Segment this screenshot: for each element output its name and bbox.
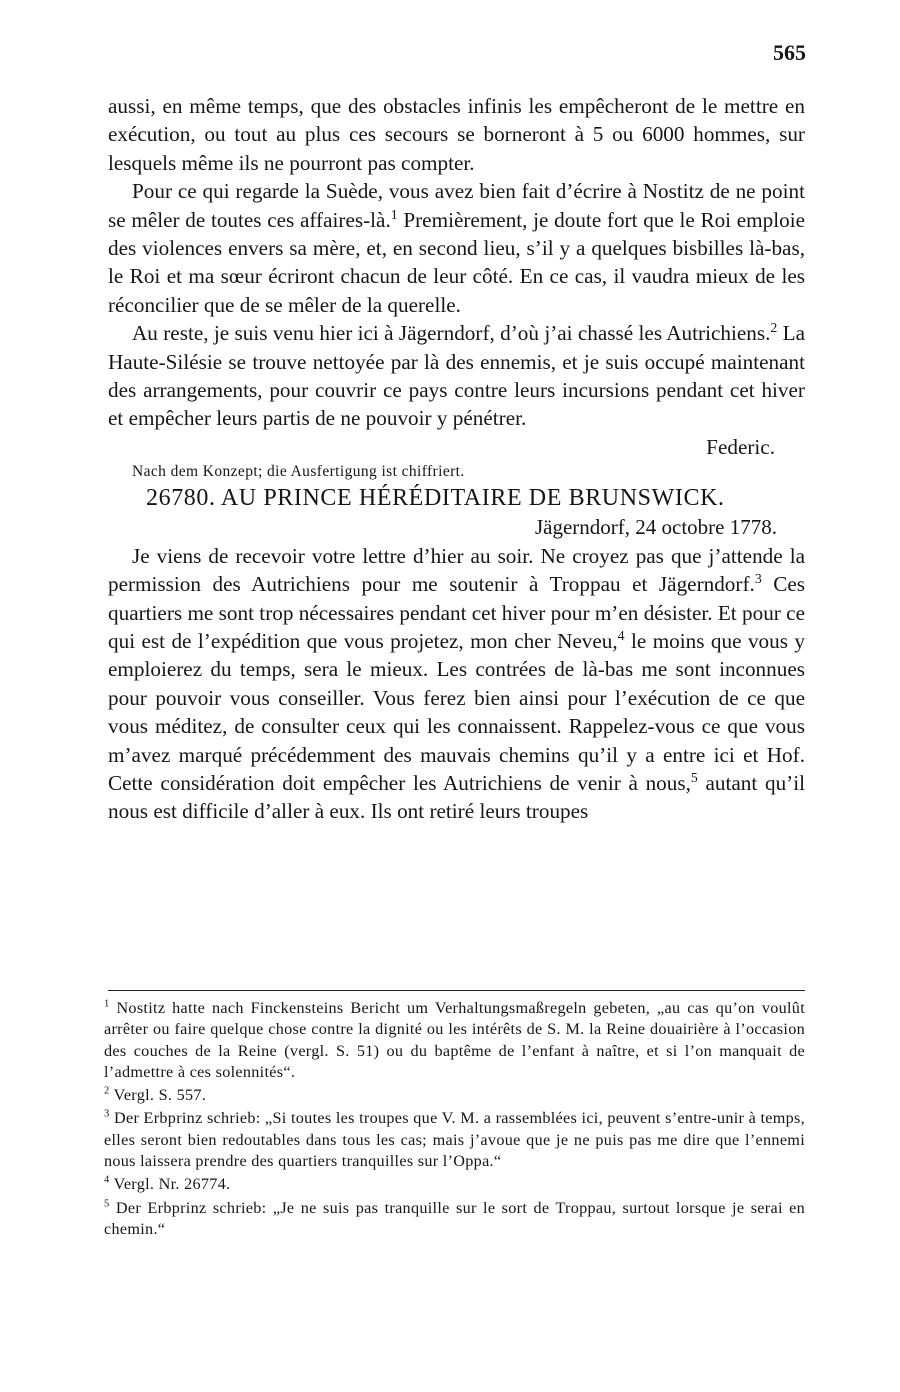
footnote-ref-1[interactable]: 1 — [390, 206, 398, 222]
paragraph-text: La Haute-Silésie se trouve nettoyée par là des ennemis, et je suis occupé maintenant des arrangements, pour couvrir ce pays contre leurs incursions pendant cet hiver et empêcher leurs partis de ne pouvoir y pénétrer. — [108, 321, 805, 431]
signature: Federic. — [706, 434, 775, 459]
letter-text: Ces quartiers me sont trop nécessaires pendant cet hiver pour m’en désister. Et pour ce qui est de l’expédition que vous projetez, mon cher Neveu, — [108, 572, 806, 653]
paragraph-text: Premièrement, je doute fort que le Roi emploie des violences envers sa mère, et, en second lieu, s’il y a quelques bisbilles là-bas, le Roi et ma sœur écriront chacun de leur côté. En ce cas, il vaudra mieux de les réconcilier que de se mêler de la querelle. — [108, 207, 805, 317]
footnote-number: 2 — [104, 1085, 110, 1097]
paragraph-jaegerndorf — [108, 319, 805, 433]
footnote-number: 1 — [104, 998, 110, 1010]
letter-text: Je viens de recevoir votre lettre d’hier au soir. Ne croyez pas que j’attende la permission des Autrichiens pour me soutenir à Troppau et Jägerndorf. — [108, 543, 805, 597]
footnote-2 — [104, 1085, 805, 1106]
footnote-text: Vergl. S. 557. — [113, 1086, 207, 1105]
footnote-number: 5 — [104, 1198, 110, 1210]
source-note: Nach dem Konzept; die Ausfertigung ist chiffriert. — [132, 463, 465, 481]
page-number: 565 — [773, 40, 806, 65]
footnote-text: Der Erbprinz schrieb: „Si toutes les troupes que V. M. a rassemblées ici, peuvent s’entre-unir à temps, elles seront bien redoutables dans tous les cas; mais j’avoue que je ne puis pas me dire que l’ennemi nous laissera prendre des quartiers tranquilles sur l’Oppa.“ — [104, 1109, 805, 1171]
footnote-5 — [104, 1198, 805, 1241]
footnote-text: Der Erbprinz schrieb: „Je ne suis pas tranquille sur le sort de Troppau, surtout lorsque je serai en chemin.“ — [104, 1198, 805, 1238]
footnote-text: Nostitz hatte nach Finckensteins Bericht um Verhaltungsmaßregeln gebeten, „au cas qu’on voulût arrêter ou faire quelque chose contre la dignité ou les intérêts de S. M. la Reine douairière à l’occasion des couches de la Reine (vergl. S. 51) ou du baptême de l’enfant à naître, et si l’on manquait de l’admettre à ces solennités“. — [104, 999, 805, 1081]
letter-text: autant qu’il nous est difficile d’aller à eux. Ils ont retiré leurs troupes — [108, 770, 805, 824]
paragraph-text: Au reste, je suis venu hier ici à Jägerndorf, d’où j’ai chassé les Autrichiens. — [132, 321, 771, 346]
footnote-ref-2[interactable]: 2 — [770, 320, 778, 336]
footnote-text: Vergl. Nr. 26774. — [113, 1175, 231, 1194]
footnotes — [104, 998, 805, 1242]
footnote-number: 4 — [104, 1174, 110, 1186]
main-text — [108, 92, 805, 826]
footnote-ref-5[interactable]: 5 — [690, 769, 698, 785]
paragraph-continuation: aussi, en même temps, que des obstacles infinis les empêcheront de le mettre en exécution, ou tout au plus ces secours se borneront à 5 ou 6000 hommes, sur lesquels même ils ne pourront pas compter. — [108, 94, 805, 175]
footnote-ref-4[interactable]: 4 — [617, 627, 625, 643]
footnote-separator — [108, 990, 805, 991]
paragraph-text: Pour ce qui regarde la Suède, vous avez bien fait d’écrire à Nostitz de ne point se mêler de toutes ces affaires-là. — [108, 179, 805, 232]
paragraph-sweden — [108, 177, 805, 319]
footnote-3 — [104, 1108, 805, 1172]
footnote-number: 3 — [104, 1109, 110, 1121]
letter-text: le moins que vous y emploierez du temps, sera le mieux. Les contrées de là-bas me sont inconnues pour pouvoir vous conseiller. Vous ferez bien ainsi pour l’exécution de ce que vous méditez, de consulter ceux qui les connaissent. Rappelez-vous ce que vous m’avez marqué précédemment des mauvais chemins qu’il y a entre ici et Hof. Cette considération doit empêcher les Autrichiens de venir à nous, — [108, 628, 805, 795]
footnote-1 — [104, 998, 805, 1083]
letter-heading: 26780. AU PRINCE HÉRÉDITAIRE DE BRUNSWICK. — [146, 485, 725, 512]
letter-dateline: Jägerndorf, 24 octobre 1778. — [534, 515, 777, 540]
footnote-ref-3[interactable]: 3 — [754, 571, 762, 587]
footnote-4 — [104, 1174, 805, 1195]
letter-body — [108, 542, 805, 826]
